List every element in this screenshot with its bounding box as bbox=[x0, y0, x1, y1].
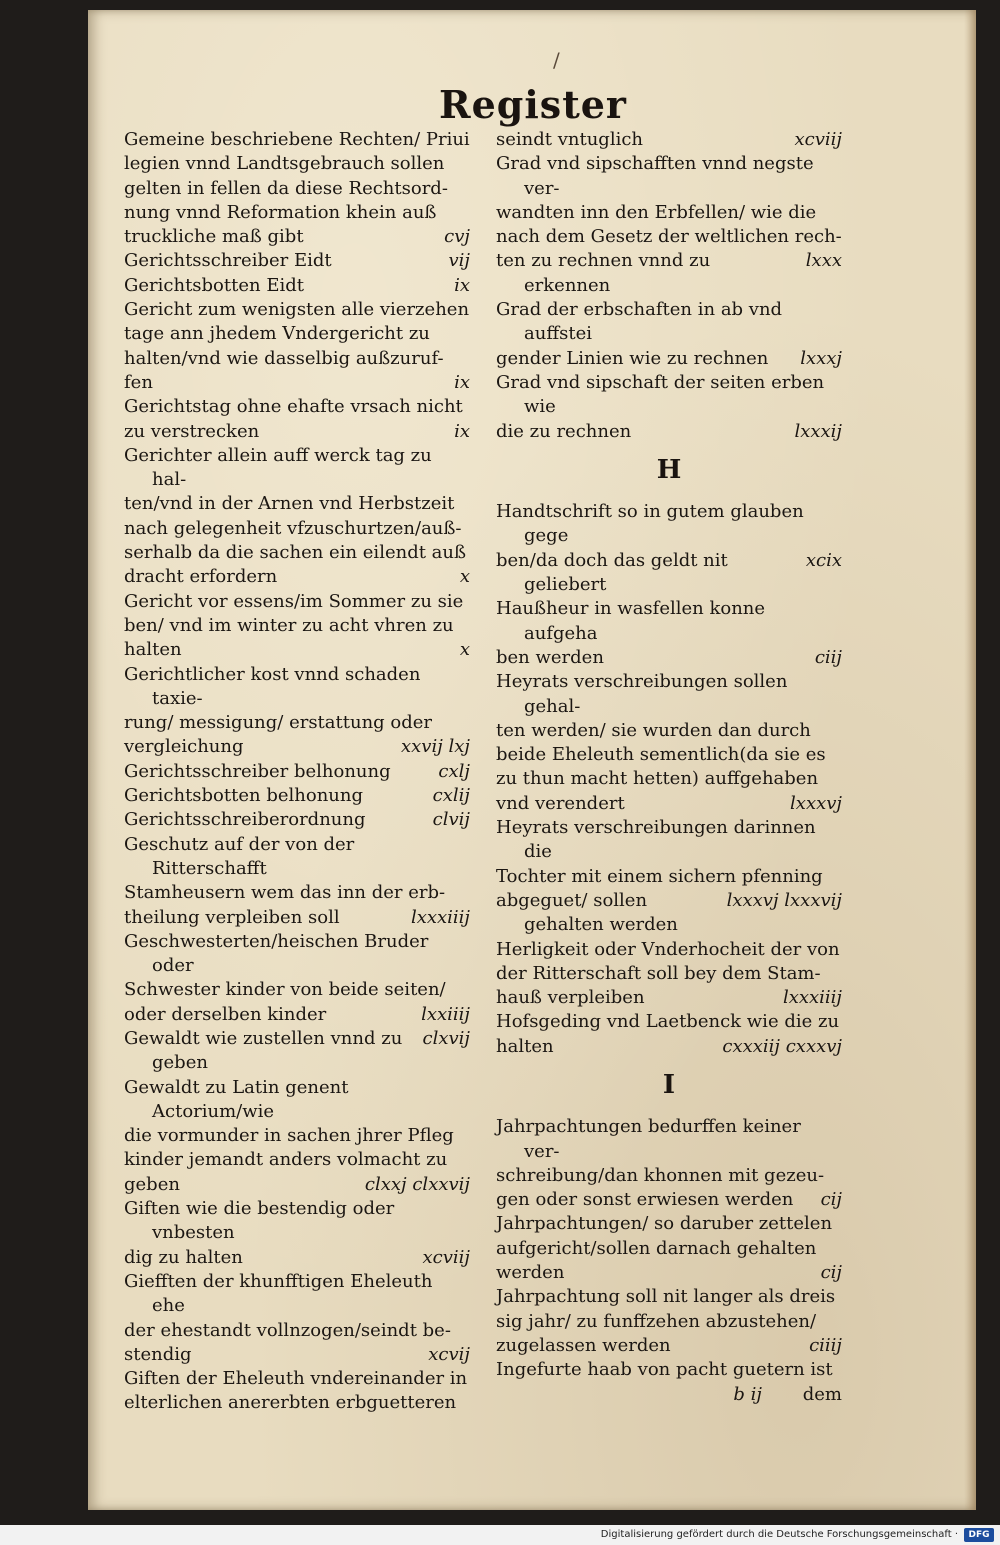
folio-reference: ix bbox=[454, 274, 470, 296]
register-entry bbox=[124, 833, 470, 930]
register-entry bbox=[496, 816, 842, 937]
entry-line: Stamheusern wem das inn der erb- bbox=[124, 882, 446, 904]
entry-line bbox=[496, 792, 842, 816]
entry-text: Gerichtsschreiber belhonung bbox=[124, 760, 391, 782]
register-entry bbox=[124, 1270, 470, 1367]
entry-text: halten bbox=[124, 639, 182, 661]
entry-line: Gewaldt zu Latin genent Actorium/wie bbox=[124, 1076, 349, 1122]
entry-line: zu thun macht hetten) auffgehaben bbox=[496, 768, 819, 790]
entry-line bbox=[496, 128, 842, 152]
register-entry bbox=[124, 298, 470, 395]
entry-line bbox=[496, 1334, 842, 1358]
folio-reference: xcvij bbox=[428, 1343, 470, 1365]
entry-text: stendig bbox=[124, 1343, 192, 1365]
entry-line: der ehestandt vollnzogen/seindt be- bbox=[124, 1319, 451, 1341]
folio-reference: cxxxiij cxxxvj bbox=[722, 1035, 842, 1057]
entry-line: rung/ messigung/ erstattung oder bbox=[124, 712, 433, 734]
entry-line bbox=[124, 565, 470, 589]
entry-line: Heyrats verschreibungen darinnen die bbox=[496, 817, 816, 863]
entry-line: gelten in fellen da diese Rechtsord- bbox=[124, 177, 448, 199]
register-entry bbox=[496, 1010, 842, 1059]
signature-mark: b ij bbox=[733, 1383, 762, 1405]
entry-line bbox=[124, 784, 470, 808]
folio-reference: xcviij bbox=[422, 1246, 470, 1268]
entry-line: Gerichter allein auff werck tag zu hal- bbox=[124, 444, 432, 491]
entry-line: Gerichtlicher kost vnnd schaden taxie- bbox=[124, 663, 421, 709]
register-entry bbox=[496, 938, 842, 1011]
entry-line: ben/ vnd im winter zu acht vhren zu bbox=[124, 614, 454, 636]
entry-line: Geschutz auf der von der Ritterschafft bbox=[124, 833, 355, 879]
entry-text: oder derselben kinder bbox=[124, 1003, 327, 1025]
folio-reference: lxxxj bbox=[800, 347, 842, 369]
entry-text: Gerichtsschreiberordnung bbox=[124, 809, 366, 831]
folio-reference: clvij bbox=[432, 809, 470, 831]
entry-text: ben werden bbox=[496, 646, 604, 668]
folio-reference: x bbox=[459, 566, 470, 588]
register-entry bbox=[496, 597, 842, 670]
entry-line bbox=[496, 889, 842, 938]
left-column bbox=[124, 128, 470, 1416]
folio-reference: cvj bbox=[444, 226, 470, 248]
entry-text: hauß verpleiben bbox=[496, 987, 645, 1009]
entry-line bbox=[496, 549, 842, 598]
entry-line: aufgericht/sollen darnach gehalten bbox=[496, 1237, 817, 1259]
entry-line bbox=[124, 1246, 470, 1270]
entry-line bbox=[496, 1261, 842, 1285]
entry-line bbox=[124, 249, 470, 273]
entry-line: Giften wie die bestendig oder vnbesten bbox=[124, 1198, 395, 1244]
entry-line bbox=[496, 986, 842, 1010]
entry-line bbox=[496, 249, 842, 298]
section-j bbox=[496, 1115, 842, 1382]
entry-line bbox=[496, 1188, 842, 1212]
entry-line: Schwester kinder von beide seiten/ bbox=[124, 979, 446, 1001]
folio-reference: cij bbox=[820, 1262, 842, 1284]
entry-line: nung vnnd Reformation khein auß bbox=[124, 201, 437, 223]
entry-line: wandten inn den Erbfellen/ wie die bbox=[496, 201, 817, 223]
entry-text: seindt vntuglich bbox=[496, 129, 644, 150]
entry-line bbox=[124, 808, 470, 832]
entry-line: Haußheur in wasfellen konne aufgeha bbox=[496, 598, 766, 644]
entry-text: geben bbox=[124, 1173, 180, 1195]
folio-reference: cxlij bbox=[432, 785, 470, 807]
folio-reference: cij bbox=[820, 1189, 842, 1211]
register-entry bbox=[124, 444, 470, 590]
register-entry bbox=[124, 128, 470, 249]
entry-line bbox=[124, 906, 470, 930]
folio-reference: lxxiiij bbox=[421, 1003, 470, 1025]
footer-credit: Digitalisierung gefördert durch die Deutsche Forschungsgemeinschaft · bbox=[600, 1529, 958, 1540]
register-entry bbox=[496, 371, 842, 444]
register-entry bbox=[124, 395, 470, 444]
section-letter-j: I bbox=[662, 1069, 676, 1100]
entry-line bbox=[124, 274, 470, 298]
entry-text: abgeguet/ sollen gehalten werden bbox=[496, 889, 678, 936]
entry-line: Heyrats verschreibungen sollen gehal- bbox=[496, 671, 788, 717]
entry-line: Jahrpachtung soll nit langer als dreis bbox=[496, 1286, 836, 1308]
register-entry bbox=[124, 663, 470, 760]
entry-line: Herligkeit oder Vnderhocheit der von bbox=[496, 938, 840, 960]
entry-line: Ingefurte haab von pacht guetern ist bbox=[496, 1359, 833, 1381]
entry-line: sig jahr/ zu funffzehen abzustehen/ bbox=[496, 1310, 817, 1332]
entry-text: Gewaldt wie zustellen vnnd zu geben bbox=[124, 1027, 403, 1074]
right-column bbox=[496, 128, 842, 1407]
entry-text: gen oder sonst erwiesen werden bbox=[496, 1189, 794, 1211]
entry-line bbox=[124, 1343, 470, 1367]
entry-line: kinder jemandt anders volmacht zu bbox=[124, 1149, 448, 1171]
section-g-continued bbox=[496, 128, 842, 444]
page-edge-shading bbox=[964, 10, 976, 1510]
entry-line: nach dem Gesetz der weltlichen rech- bbox=[496, 226, 842, 248]
entry-line: beide Eheleuth sementlich(da sie es bbox=[496, 744, 826, 766]
entry-line: Grad der erbschaften in ab vnd auffstei bbox=[496, 299, 783, 345]
folio-reference: x bbox=[459, 639, 470, 661]
register-entry bbox=[496, 298, 842, 371]
entry-text: dracht erfordern bbox=[124, 566, 278, 588]
entry-text: ben/da doch das geldt nit geliebert bbox=[496, 549, 728, 596]
folio-reference: lxxxiiij bbox=[410, 906, 470, 928]
page-title: Register bbox=[439, 82, 627, 127]
entry-line: Handtschrift so in gutem glauben gege bbox=[496, 501, 804, 547]
section-h bbox=[496, 500, 842, 1059]
entry-line bbox=[124, 371, 470, 395]
entry-text: theilung verpleiben soll bbox=[124, 906, 340, 928]
folio-reference: ciij bbox=[814, 646, 842, 668]
entry-text: werden bbox=[496, 1262, 565, 1284]
signature-line bbox=[496, 1383, 842, 1407]
folio-reference: clxvij bbox=[422, 1027, 470, 1049]
entry-line: Grad vnd sipschafften vnnd negste ver- bbox=[496, 153, 814, 199]
folio-reference: lxxxij bbox=[794, 420, 842, 442]
entry-line: Grad vnd sipschaft der seiten erben wie bbox=[496, 371, 825, 418]
entry-line: Geschwesterten/heischen Bruder oder bbox=[124, 930, 429, 977]
entry-line bbox=[496, 646, 842, 670]
folio-reference: clxxj clxxvij bbox=[364, 1173, 470, 1195]
entry-text: Gerichtsbotten Eidt bbox=[124, 274, 304, 296]
entry-line: Giefften der khunfftigen Eheleuth ehe bbox=[124, 1270, 433, 1317]
dfg-logo: DFG bbox=[964, 1528, 994, 1542]
entry-line: Jahrpachtungen/ so daruber zettelen bbox=[496, 1213, 833, 1235]
entry-text: gender Linien wie zu rechnen bbox=[496, 347, 769, 369]
entry-line bbox=[124, 735, 470, 759]
entry-line: die vormunder in sachen jhrer Pfleg bbox=[124, 1125, 454, 1147]
entry-line bbox=[124, 760, 470, 784]
entry-text: fen bbox=[124, 371, 153, 393]
entry-line bbox=[496, 347, 842, 371]
folio-reference: xcix bbox=[805, 549, 842, 571]
folio-reference: vij bbox=[448, 250, 470, 272]
entry-text: halten bbox=[496, 1035, 554, 1057]
entry-text: vergleichung bbox=[124, 736, 244, 758]
entry-line bbox=[496, 1035, 842, 1059]
entry-line bbox=[124, 1027, 470, 1076]
register-entry bbox=[124, 1367, 470, 1416]
entry-line bbox=[124, 1173, 470, 1197]
entry-line: Jahrpachtungen bedurffen keiner ver- bbox=[496, 1116, 801, 1162]
entry-line: Gericht vor essens/im Sommer zu sie bbox=[124, 590, 464, 612]
folio-mark: / bbox=[553, 48, 560, 72]
entry-line bbox=[496, 420, 842, 444]
entry-line: ten/vnd in der Arnen vnd Herbstzeit bbox=[124, 493, 455, 515]
folio-reference: lxxxvj bbox=[790, 792, 842, 814]
entry-line: Gericht zum wenigsten alle vierzehen bbox=[124, 299, 470, 321]
entry-line bbox=[124, 225, 470, 249]
register-entry bbox=[124, 274, 470, 298]
entry-line bbox=[124, 1003, 470, 1027]
folio-reference: lxxxiiij bbox=[782, 987, 842, 1009]
register-entry bbox=[496, 1358, 842, 1382]
register-entry bbox=[124, 808, 470, 832]
folio-reference: lxxx bbox=[805, 250, 842, 272]
entry-text: zu verstrecken bbox=[124, 420, 260, 442]
entry-text: zugelassen werden bbox=[496, 1334, 671, 1356]
entry-line: serhalb da die sachen ein eilendt auß bbox=[124, 542, 467, 564]
entry-line: tage ann jhedem Vndergericht zu bbox=[124, 323, 430, 345]
entry-line: der Ritterschaft soll bey dem Stam- bbox=[496, 962, 821, 984]
register-entry bbox=[496, 1212, 842, 1285]
folio-reference: ciiij bbox=[809, 1334, 842, 1356]
folio-reference: ix bbox=[454, 371, 470, 393]
entry-line: Gemeine beschriebene Rechten/ Priui bbox=[124, 129, 470, 150]
entry-line: halten/vnd wie dasselbig außzuruf- bbox=[124, 347, 444, 369]
entry-text: Gerichtsbotten belhonung bbox=[124, 785, 363, 807]
register-entry bbox=[496, 128, 842, 152]
entry-line bbox=[124, 420, 470, 444]
register-entry bbox=[496, 1285, 842, 1358]
folio-reference: xxvij lxj bbox=[400, 736, 470, 758]
section-letter-h: H bbox=[656, 454, 682, 485]
entry-line: Tochter mit einem sichern pfenning bbox=[496, 865, 823, 887]
entry-line: Hofsgeding vnd Laetbenck wie die zu bbox=[496, 1011, 840, 1033]
register-entry bbox=[124, 930, 470, 1027]
entry-text: dig zu halten bbox=[124, 1246, 243, 1268]
digitization-footer bbox=[0, 1525, 1000, 1545]
entry-text: truckliche maß gibt bbox=[124, 226, 304, 248]
register-entry bbox=[496, 152, 842, 298]
register-entry bbox=[496, 500, 842, 597]
register-entry bbox=[124, 1027, 470, 1076]
entry-line: nach gelegenheit vfzuschurtzen/auß- bbox=[124, 517, 462, 539]
register-entry bbox=[124, 1076, 470, 1197]
folio-reference: cxlj bbox=[438, 760, 470, 782]
entry-line: Giften der Eheleuth vndereinander in bbox=[124, 1368, 468, 1390]
register-entry bbox=[124, 249, 470, 273]
entry-text: die zu rechnen bbox=[496, 420, 632, 442]
folio-reference: ix bbox=[454, 420, 470, 442]
register-entry bbox=[124, 590, 470, 663]
entry-text: Gerichtsschreiber Eidt bbox=[124, 250, 332, 272]
entry-line bbox=[124, 638, 470, 662]
entry-line: legien vnnd Landtsgebrauch sollen bbox=[124, 153, 445, 175]
folio-reference: xcviij bbox=[794, 129, 842, 150]
entry-text: ten zu rechnen vnnd zu erkennen bbox=[496, 250, 711, 296]
entry-line: Gerichtstag ohne ehafte vrsach nicht bbox=[124, 396, 463, 418]
catchword: dem bbox=[802, 1383, 842, 1405]
book-page bbox=[88, 10, 976, 1510]
register-entry bbox=[496, 670, 842, 816]
folio-reference: lxxxvj lxxxvij bbox=[726, 889, 842, 911]
register-entry bbox=[496, 1115, 842, 1212]
register-entry bbox=[124, 1197, 470, 1270]
register-entry bbox=[124, 760, 470, 784]
entry-line: ten werden/ sie wurden dan durch bbox=[496, 719, 811, 741]
entry-line: elterlichen anererbten erbguetteren bbox=[124, 1392, 457, 1414]
entry-text: vnd verendert bbox=[496, 792, 625, 814]
entry-line: schreibung/dan khonnen mit gezeu- bbox=[496, 1164, 825, 1186]
register-entry bbox=[124, 784, 470, 808]
